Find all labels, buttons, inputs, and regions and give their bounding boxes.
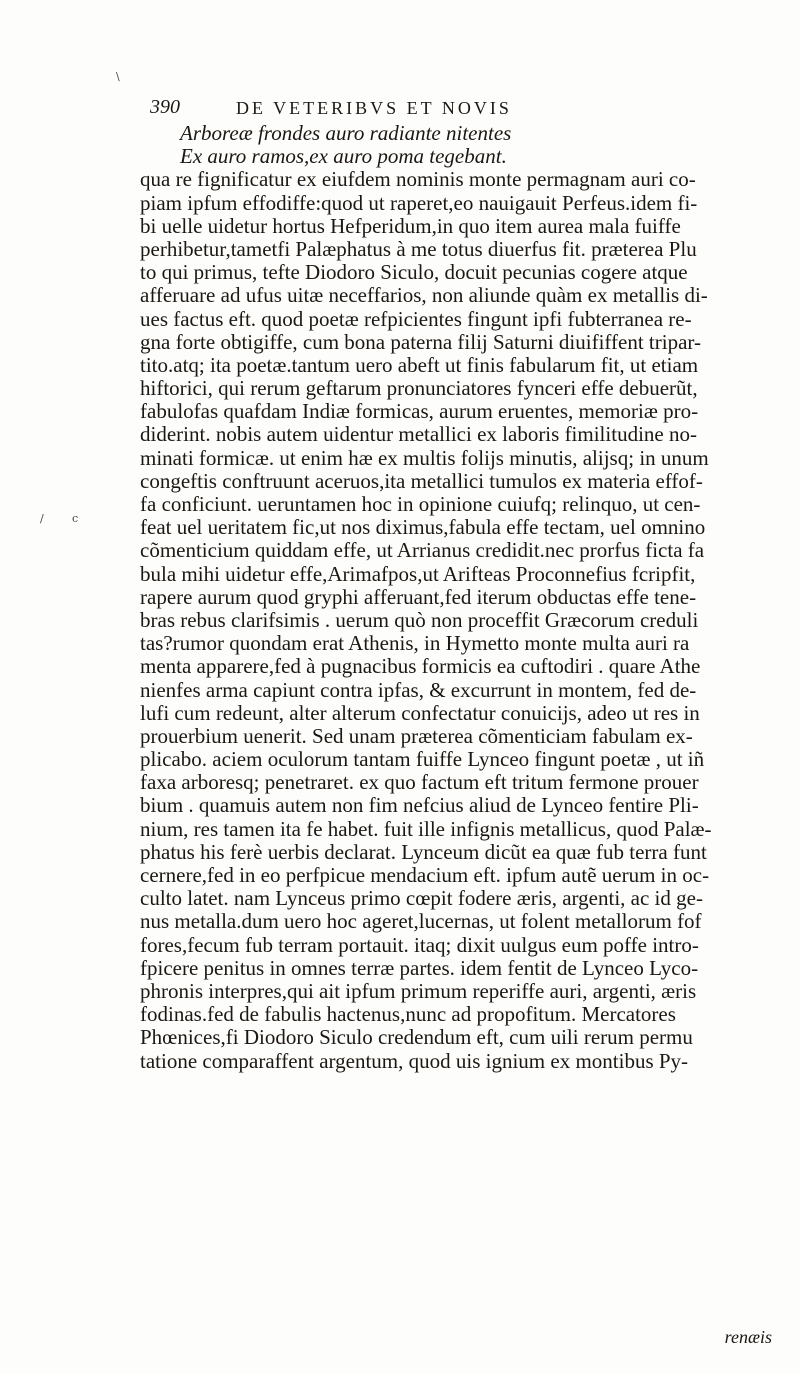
text-line: plicabo. aciem oculorum tantam fuiffe Lynceo fingunt poetæ , ut iñ <box>140 748 705 772</box>
text-line: qua re fignificatur ex eiufdem nominis monte permagnam auri co- <box>140 168 696 192</box>
margin-mark: \ <box>116 70 120 83</box>
text-line: bium . quamuis autem non fim nefcius aliud de Lynceo fentire Pli- <box>140 794 699 818</box>
text-line: phatus his ferè uerbis declarat. Lynceum dicũt ea quæ fub terra funt <box>140 840 707 864</box>
text-line: to qui primus, tefte Diodoro Siculo, docuit pecunias cogere atque <box>140 261 688 285</box>
text-line: congeftis conftruunt aceruos,ita metallici tumulos ex materia effof- <box>140 469 703 493</box>
text-line: tatione comparaffent argentum, quod uis ignium ex montibus Py- <box>140 1049 689 1073</box>
text-line <box>140 1142 790 1165</box>
verse-line: Arboreæ frondes auro radiante nitentes <box>180 122 512 145</box>
text-line: cernere,fed in eo perfpicue mendacium eft. ipfum autẽ uerum in oc- <box>140 864 710 887</box>
text-line: lufi cum redeunt, alter alterum confectatur conuicijs, adeo ut res in <box>140 701 700 725</box>
text-line: bi uelle uidetur hortus Hefperidum,in quo item aurea mala fuiffe <box>140 214 681 238</box>
body-text <box>140 122 790 1328</box>
text-line: nienfes arma capiunt contra ipfas, & excurrunt in montem, fed de- <box>140 678 697 702</box>
text-line: fodinas.fed de fabulis hactenus,nunc ad propofitum. Mercatores <box>140 1003 676 1027</box>
running-header <box>150 96 690 122</box>
text-line <box>140 1189 790 1212</box>
text-line: rapere aurum quod gryphi afferuant,fed iterum obductas effe tene- <box>140 585 697 609</box>
text-line <box>140 1281 790 1304</box>
text-line: menta apparere,fed à pugnacibus formicis ea cuftodiri . quare Athe <box>140 655 701 679</box>
text-line: ues factus eft. quod poetæ refpicientes fingunt ipfi fubterranea re- <box>140 307 692 331</box>
text-line: nium, res tamen ita fe habet. fuit ille infignis metallicus, quod Palæ- <box>140 817 712 841</box>
text-line: faxa arboresq; penetraret. ex quo factum eft tritum fermone prouer <box>140 771 699 795</box>
text-line: culto latet. nam Lynceus primo cœpit fodere æris, argenti, ac id ge- <box>140 887 703 911</box>
text-line: fores,fecum fub terram portauit. itaq; dixit uulgus eum poffe intro- <box>140 933 699 957</box>
text-line <box>140 1235 790 1258</box>
text-line: Phœnices,fi Diodoro Siculo credendum eft, cum uili rerum permu <box>140 1026 693 1050</box>
running-title: DE VETERIBVS ET NOVIS <box>236 98 512 118</box>
text-line <box>140 1212 790 1235</box>
text-line: perhibetur,tametfi Palæphatus à me totus diuerfus fit. præterea Plu <box>140 237 697 261</box>
margin-mark: c <box>72 512 79 525</box>
text-line <box>140 1258 790 1281</box>
text-line <box>140 1073 790 1096</box>
margin-mark: / <box>40 512 44 525</box>
text-line: tito.atq; ita poetæ.tantum uero abeft ut finis fabularum fit, ut etiam <box>140 353 699 377</box>
text-line: bras rebus clarifsimis . uerum quò non proceffit Græcorum creduli <box>140 608 699 632</box>
text-line: tas?rumor quondam erat Athenis, in Hymetto monte multa auri ra <box>140 632 690 656</box>
text-line: hiftorici, qui rerum geftarum pronunciatores fynceri effe debuerũt, <box>140 377 698 401</box>
text-line <box>140 1096 790 1119</box>
text-line: piam ipfum effodiffe:quod ut raperet,eo nauigauit Perfeus.idem fi- <box>140 191 698 215</box>
text-line: phronis interpres,qui ait ipfum primum reperiffe auri, argenti, æris <box>140 979 697 1003</box>
page-number: 390 <box>150 96 180 118</box>
text-line: cõmenticium quiddam effe, ut Arrianus credidit.nec prorfus ficta fa <box>140 539 705 563</box>
text-line <box>140 1119 790 1142</box>
text-line: afferuare ad ufus uitæ neceffarios, non aliunde quàm ex metallis di- <box>140 284 708 308</box>
text-line: prouerbium uenerit. Sed unam præterea cõmenticiam fabulam ex- <box>140 724 693 748</box>
verse-line: Ex auro ramos,ex auro poma tegebant. <box>180 145 507 169</box>
text-line: bula mihi uidetur effe,Arimafpos,ut Arifteas Proconnefius fcripfit, <box>140 562 696 586</box>
text-line: fa conficiunt. ueruntamen hoc in opinione cuiufq; relinquo, ut cen- <box>140 493 701 516</box>
text-line: diderint. nobis autem uidentur metallici ex laboris fimilitudine no- <box>140 423 697 447</box>
text-line: gna forte obtigiffe, cum bona paterna filij Saturni diuififfent tripar- <box>140 330 701 354</box>
catchword: renæis <box>724 1327 772 1347</box>
text-line: fpicere penitus in omnes terræ partes. idem fentit de Lynceo Lyco- <box>140 956 699 980</box>
text-line: feat uel ueritatem fic,ut nos diximus,fabula effe tectam, uel omnino <box>140 516 706 540</box>
text-line <box>140 1305 790 1328</box>
text-line: minati formicæ. ut enim hæ ex multis folijs minutis, alijsq; in unum <box>140 446 709 470</box>
text-line <box>140 1165 790 1188</box>
text-line: nus metalla.dum uero hoc ageret,lucernas, ut folent metallorum fof <box>140 910 702 934</box>
text-line: fabulofas quafdam Indiæ formicas, aurum eruentes, memoriæ pro- <box>140 400 699 424</box>
